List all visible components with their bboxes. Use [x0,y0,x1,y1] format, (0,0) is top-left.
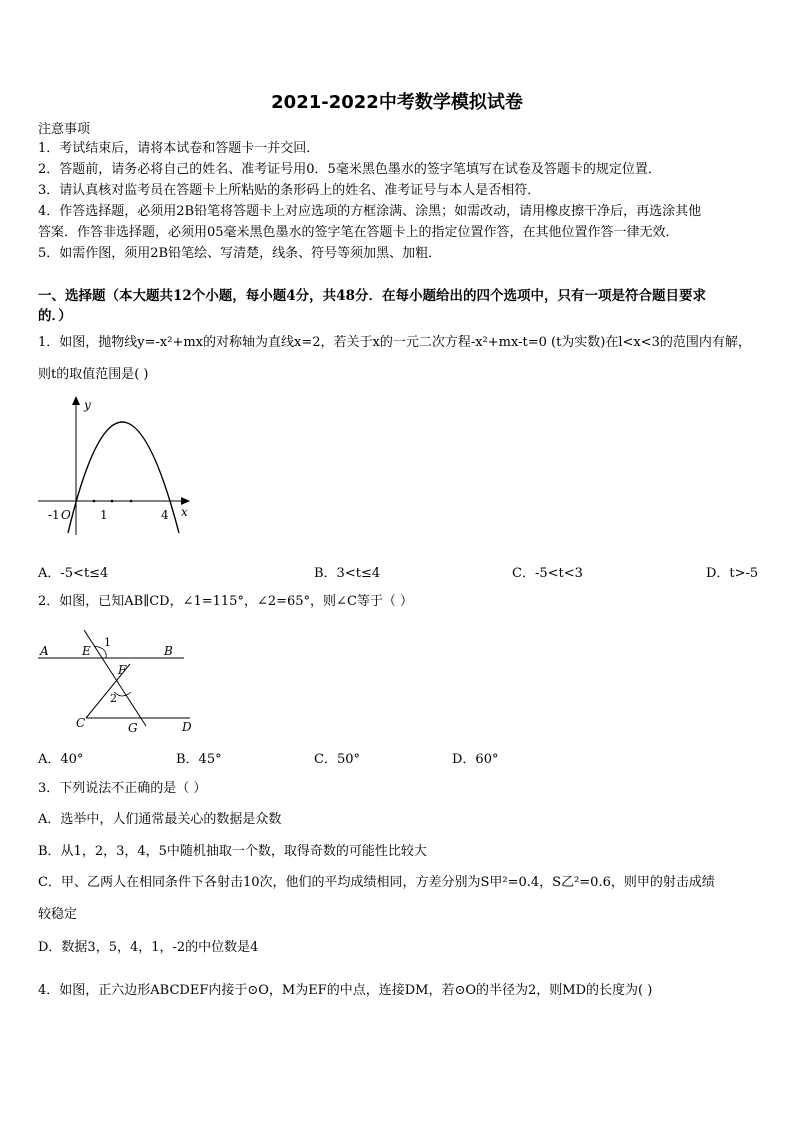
label-f: F [118,663,127,677]
q1-option-d: D．t>-5 [706,566,759,581]
q3-option-c-cont: 较稳定 [38,907,78,922]
q2-option-d: D．60° [452,752,499,767]
origin-label: O [61,508,71,522]
q3-option-a: A．选举中，人们通常最关心的数据是众数 [38,812,282,827]
tick-label-minus1: -1 [48,508,60,522]
q1-stem: 1．如图，抛物线y=-x²+mx的对称轴为直线x=2，若关于x的一元二次方程-x²+mx-t=0 (t为实数)在l<x<3的范围内有解， [38,335,751,350]
notice-item-3: 3．请认真核对监考员在答题卡上所粘贴的条形码上的姓名、准考证号与本人是否相符． [38,183,541,198]
tick-3 [130,500,133,503]
notice-item-2: 2．答题前，请务必将自己的姓名、准考证号用0．5毫米黑色墨水的签字笔填写在试卷及答题卡的规定位置． [38,162,661,177]
label-g: G [128,721,138,735]
transversal-eg [84,630,146,726]
tick-label-4: 4 [161,508,169,522]
label-d: D [182,720,192,734]
x-axis-label: x [181,505,188,519]
y-axis-label: y [84,398,91,412]
q2-parallel-lines-figure [34,630,204,740]
q3-option-d: D．数据3，5，4，1，-2的中位数是4 [38,940,259,955]
x-axis-arrow [181,497,190,505]
tick-1 [93,500,96,503]
label-a: A [40,644,49,658]
q2-stem: 2．如图，已知AB∥CD，∠1=115°，∠2=65°，则∠C等于（ ） [38,594,414,609]
notice-item-4-cont: 答案．作答非选择题，必须用05毫米黑色墨水的签字笔在答题卡上的指定位置作答，在其他位置作答一律无效． [38,225,679,240]
q1-option-b: B．3<t≤4 [314,566,381,581]
q2-option-c: C．50° [314,752,360,767]
q4-stem: 4．如图，正六边形ABCDEF内接于⊙O，M为EF的中点，连接DM，若⊙O的半径为2，则MD的长度为( ) [38,983,653,998]
q3-stem: 3．下列说法不正确的是（ ） [38,781,207,796]
notice-item-1: 1．考试结束后，请将本试卷和答题卡一并交回． [38,141,320,156]
q3-option-b: B．从1，2，3，4，5中随机抽取一个数，取得奇数的可能性比较大 [38,844,427,859]
label-angle2: 2 [110,692,117,705]
label-angle1: 1 [104,636,111,649]
notice-item-5: 5．如需作图，须用2B铅笔绘、写清楚，线条、符号等须加黑、加粗． [38,246,442,261]
notice-heading: 注意事项 [38,122,91,137]
q2-option-b: B．45° [176,752,222,767]
exam-title: 2021-2022中考数学模拟试卷 [271,92,523,113]
label-b: B [164,644,173,658]
q1-option-a: A．-5<t≤4 [38,566,109,581]
label-c: C [76,716,86,730]
q2-option-a: A．40° [38,752,84,767]
section1-heading: 一、选择题（本大题共12个小题，每小题4分，共48分．在每小题给出的四个选项中，只有一项是符合题目要求 [38,288,706,304]
tick-2 [111,500,114,503]
tick-label-1: 1 [100,508,108,522]
q1-stem-cont: 则t的取值范围是( ) [38,367,149,382]
q1-parabola-figure [34,392,204,542]
y-axis-arrow [72,396,80,405]
q1-option-c: C．-5<t<3 [512,566,583,581]
notice-item-4: 4．作答选择题，必须用2B铅笔将答题卡上对应选项的方框涂满、涂黑；如需改动，请用橡皮擦干净后，再选涂其他 [38,204,702,219]
section1-heading-cont: 的．） [38,308,72,324]
label-e: E [82,644,91,658]
q3-option-c: C．甲、乙两人在相同条件下各射击10次，他们的平均成绩相同，方差分别为S甲²=0.4，S乙²=0.6，则甲的射击成绩 [38,875,715,890]
